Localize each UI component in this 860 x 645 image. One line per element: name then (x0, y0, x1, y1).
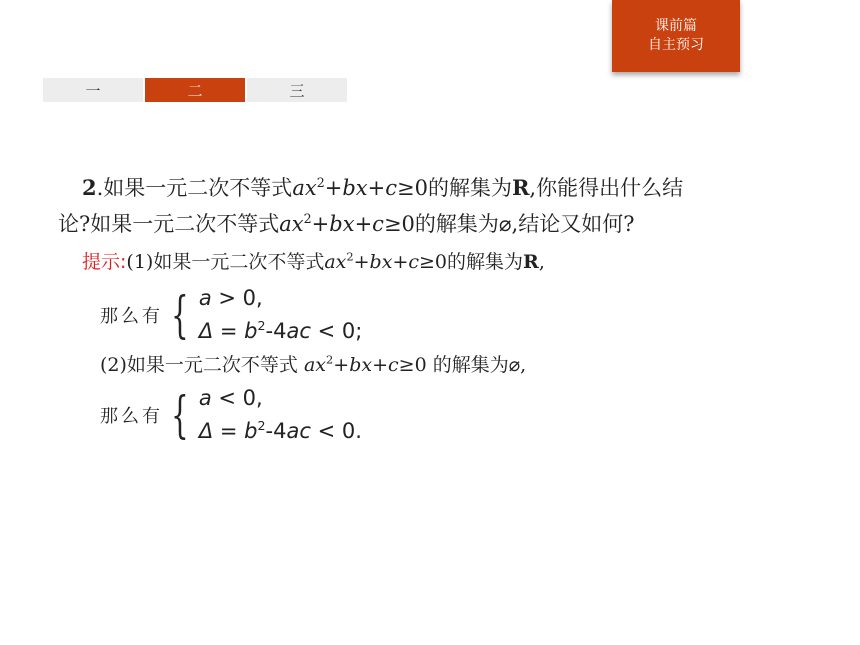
topic-tabs (43, 78, 349, 102)
case-2-line-2: $\Delta = b^2-4ac < 0$. (198, 418, 362, 443)
hint-paragraph-1: 提示:(1)如果一元二次不等式$ax^2+bx+c\ge 0$的解集为R, (82, 249, 545, 273)
brace-icon: { (171, 386, 189, 444)
tab-3[interactable]: 三 (247, 78, 347, 102)
section-tab[interactable] (612, 0, 740, 72)
question-text: 2.如果一元二次不等式$ax^2+bx+c\ge 0$的解集为R,你能得出什么结 论?如果一元二次不等式$ax^2+bx+c\ge 0$的解集为⌀,结论又如何? (58, 175, 684, 236)
case-1-lead: 那么有 (100, 306, 163, 327)
case-2-lead: 那么有 (100, 406, 163, 427)
tab-2[interactable]: 二 (145, 78, 245, 102)
case-1-line-1: a > 0, (198, 286, 263, 310)
hint-label: 提示: (82, 251, 127, 273)
tab-1[interactable]: 一 (43, 78, 143, 102)
case-1-line-2: $\Delta = b^2-4ac < 0$; (198, 318, 363, 343)
case-1 (100, 282, 362, 348)
brace-icon: { (171, 286, 189, 344)
section-tab-line2: 自主预习 (648, 37, 704, 53)
case-2 (100, 382, 362, 448)
hint-paragraph-2: (2)如果一元二次不等式 $ax^2+bx+c\ge 0$ 的解集为⌀, (100, 352, 527, 376)
question-number: 2 (82, 175, 97, 200)
section-tab-line1: 课前篇 (655, 18, 697, 34)
case-2-line-1: a < 0, (198, 386, 263, 410)
